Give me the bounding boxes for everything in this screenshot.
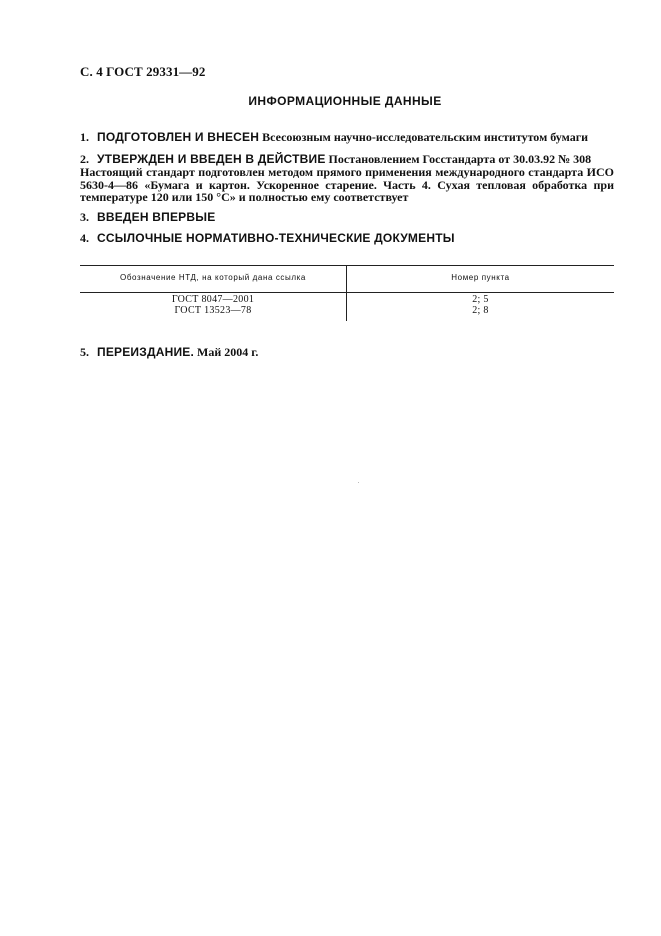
table-header-rule bbox=[80, 292, 614, 293]
item-number: 4. bbox=[80, 231, 89, 245]
item-number: 2. bbox=[80, 152, 89, 166]
item-text: Всесоюзным научно-исследовательским институтом бумаги bbox=[259, 130, 589, 144]
table-header-document: Обозначение НТД, на который дана ссылка bbox=[120, 273, 306, 282]
item-heading: ПЕРЕИЗДАНИЕ. bbox=[97, 345, 195, 359]
reference-table bbox=[80, 265, 614, 321]
table-cell-document: ГОСТ 8047—2001 bbox=[171, 294, 255, 305]
page-header: С. 4 ГОСТ 29331—92 bbox=[80, 64, 206, 79]
scan-speck bbox=[358, 482, 359, 483]
item-5 bbox=[80, 346, 614, 359]
item-heading: ВВЕДЕН ВПЕРВЫЕ bbox=[97, 210, 216, 224]
table-cell-document: ГОСТ 13523—78 bbox=[174, 305, 252, 316]
table-header-clause: Номер пункта bbox=[451, 273, 510, 282]
item-4 bbox=[80, 232, 614, 245]
table-cell-clause: 2; 8 bbox=[472, 305, 489, 316]
table-cell-clause: 2; 5 bbox=[472, 294, 489, 305]
item-number: 3. bbox=[80, 210, 89, 224]
item-heading: ПОДГОТОВЛЕН И ВНЕСЕН bbox=[97, 130, 260, 144]
item-2-paragraph: Настоящий стандарт подготовлен методом прямого применения международного стандарта ИСО 5630-4—86 «Бумага и картон. Ускоренное старение. Часть 4. Сухая тепловая обработка при температуре 120 или 150 °С» и полностью ему соответствует bbox=[80, 165, 614, 204]
item-1 bbox=[80, 131, 614, 144]
item-text: Постановлением Госстандарта от 30.03.92 № 308 bbox=[325, 152, 592, 166]
item-number: 5. bbox=[80, 345, 89, 359]
item-number: 1. bbox=[80, 130, 89, 144]
table-top-rule bbox=[80, 265, 614, 266]
item-text: Май 2004 г. bbox=[194, 345, 259, 359]
item-heading: ССЫЛОЧНЫЕ НОРМАТИВНО-ТЕХНИЧЕСКИЕ ДОКУМЕНТЫ bbox=[97, 231, 455, 245]
item-3 bbox=[80, 211, 614, 224]
section-title: ИНФОРМАЦИОННЫЕ ДАННЫЕ bbox=[248, 94, 442, 108]
item-heading: УТВЕРЖДЕН И ВВЕДЕН В ДЕЙСТВИЕ bbox=[97, 152, 326, 166]
